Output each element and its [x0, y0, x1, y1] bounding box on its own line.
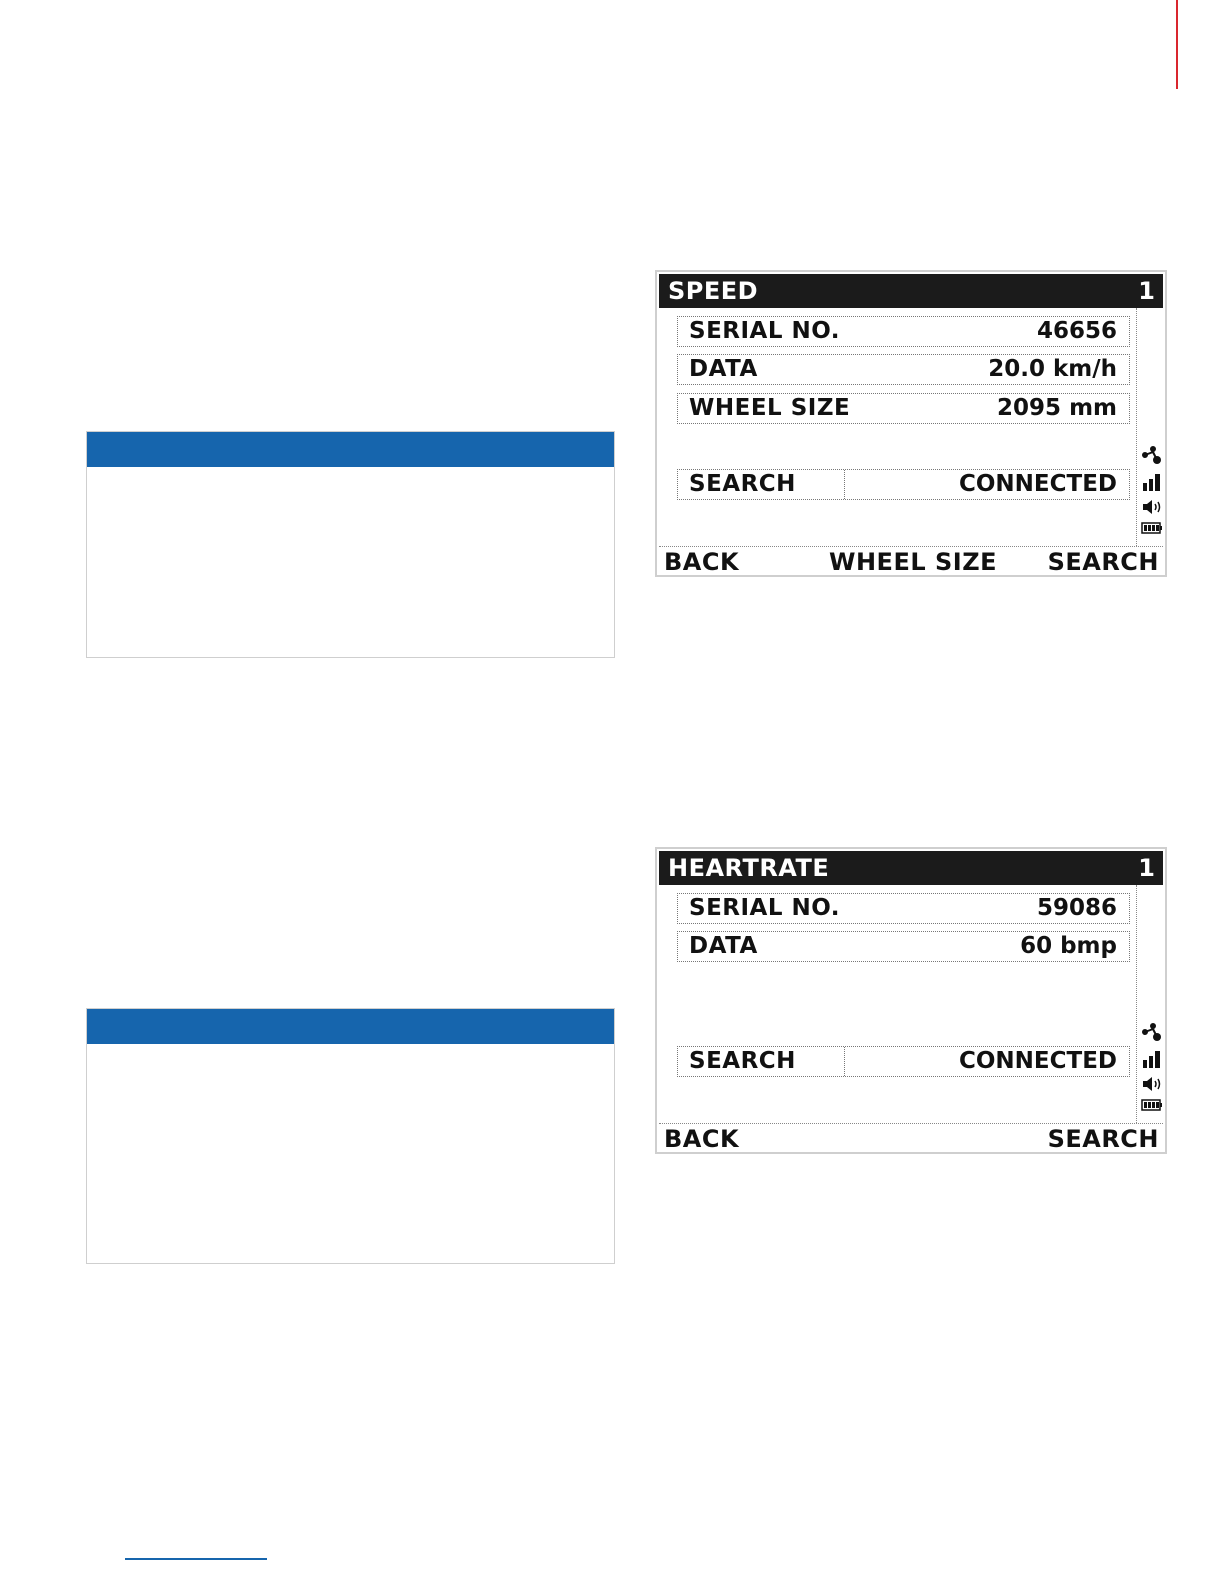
screen-title: HEARTRATE [668, 854, 830, 882]
serial-number-row [677, 316, 1130, 347]
row-label: SERIAL NO. [689, 318, 841, 344]
status-divider [844, 470, 845, 499]
row-label: SERIAL NO. [689, 895, 841, 921]
sound-icon [1141, 498, 1163, 516]
back-softkey[interactable]: BACK [664, 548, 740, 576]
data-row [677, 931, 1130, 962]
status-label: SEARCH [689, 471, 796, 497]
screen-title-bar [659, 274, 1163, 308]
icon-column-divider [1136, 308, 1137, 546]
row-value: 60 bmp [1020, 933, 1117, 959]
softkey-divider [659, 1123, 1163, 1124]
signal-icon [1141, 472, 1163, 492]
search-softkey[interactable]: SEARCH [1047, 1125, 1159, 1153]
heartrate-sensor-screen [655, 847, 1167, 1154]
row-label: WHEEL SIZE [689, 395, 851, 421]
signal-icon [1141, 1049, 1163, 1069]
footer-rule [125, 1558, 267, 1560]
row-value: 46656 [1036, 318, 1117, 344]
row-value: 20.0 km/h [988, 356, 1117, 382]
speed-sensor-screen [655, 270, 1167, 577]
search-softkey[interactable]: SEARCH [1047, 548, 1159, 576]
wheel-size-softkey[interactable]: WHEEL SIZE [829, 548, 998, 576]
serial-number-row [677, 893, 1130, 924]
wheel-size-row [677, 393, 1130, 424]
icon-column-divider [1136, 885, 1137, 1123]
screen-title-bar [659, 851, 1163, 885]
back-softkey[interactable]: BACK [664, 1125, 740, 1153]
info-box-heartrate [86, 1008, 615, 1264]
status-value: CONNECTED [958, 471, 1117, 497]
screen-index: 1 [1138, 277, 1155, 305]
row-value: 59086 [1036, 895, 1117, 921]
info-box-header [87, 432, 614, 467]
margin-line [1176, 0, 1178, 89]
screen-title: SPEED [668, 277, 759, 305]
connection-icon [1141, 1021, 1163, 1043]
status-label: SEARCH [689, 1048, 796, 1074]
status-divider [844, 1047, 845, 1076]
softkey-divider [659, 546, 1163, 547]
battery-icon [1141, 1099, 1163, 1111]
info-box-header [87, 1009, 614, 1044]
data-row [677, 354, 1130, 385]
status-row [677, 469, 1130, 500]
connection-icon [1141, 444, 1163, 466]
row-value: 2095 mm [997, 395, 1117, 421]
status-row [677, 1046, 1130, 1077]
status-icons [1141, 1021, 1163, 1117]
screen-index: 1 [1138, 854, 1155, 882]
status-icons [1141, 444, 1163, 540]
row-label: DATA [689, 933, 758, 959]
battery-icon [1141, 522, 1163, 534]
sound-icon [1141, 1075, 1163, 1093]
status-value: CONNECTED [958, 1048, 1117, 1074]
row-label: DATA [689, 356, 758, 382]
info-box-speed [86, 431, 615, 658]
